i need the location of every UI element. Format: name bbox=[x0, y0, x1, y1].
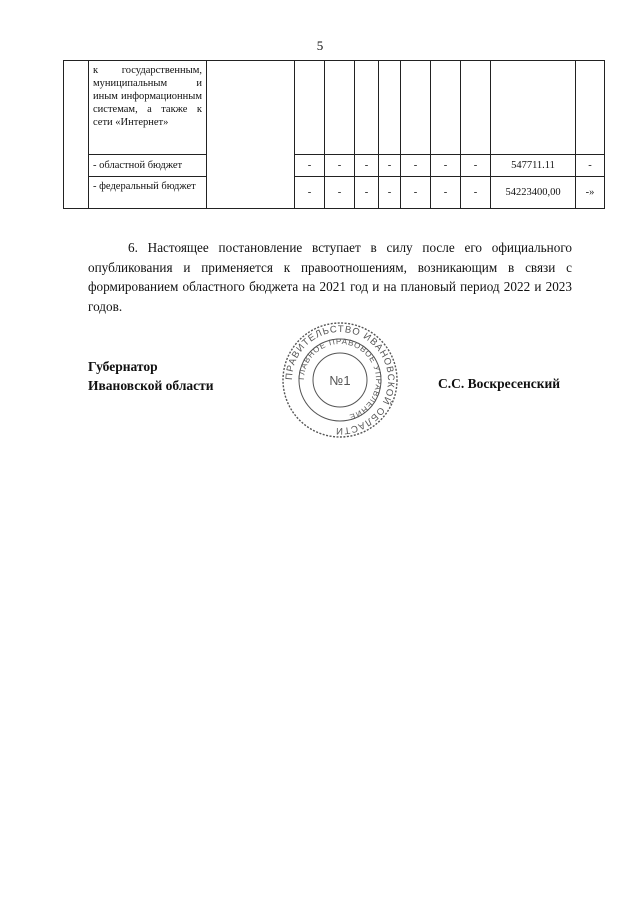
table-cell: - bbox=[325, 155, 355, 177]
table-cell bbox=[325, 61, 355, 155]
seal-number: №1 bbox=[329, 373, 351, 388]
signatory-name: С.С. Воскресенский bbox=[438, 376, 561, 391]
table-cell: 547711.11 bbox=[491, 155, 576, 177]
table-cell: - bbox=[431, 155, 461, 177]
table-cell: - bbox=[379, 177, 401, 209]
table-cell: - bbox=[431, 177, 461, 209]
row-description: к государственным, муниципальным и иным информационным системам, а также к сети «Интернет» bbox=[89, 61, 207, 155]
table-cell bbox=[576, 61, 605, 155]
table-cell: - bbox=[401, 177, 431, 209]
table-cell bbox=[491, 61, 576, 155]
seal-inner-text: ГЛАВНОЕ ПРАВОВОЕ УПРАВЛЕНИЕ bbox=[296, 336, 384, 422]
table-cell bbox=[401, 61, 431, 155]
table-cell: - bbox=[576, 155, 605, 177]
table-row bbox=[64, 177, 605, 209]
table-cell bbox=[379, 61, 401, 155]
row-description: - областной бюджет bbox=[89, 155, 207, 177]
row-description: - федеральный бюджет bbox=[89, 177, 207, 209]
table-cell: - bbox=[379, 155, 401, 177]
table-row bbox=[64, 61, 605, 155]
table-cell: - bbox=[355, 155, 379, 177]
table-cell: - bbox=[461, 177, 491, 209]
official-seal bbox=[280, 320, 400, 440]
table-cell: -» bbox=[576, 177, 605, 209]
signatory-title-line: Губернатор bbox=[88, 359, 158, 374]
signatory-title-line: Ивановской области bbox=[88, 378, 214, 393]
table-cell: - bbox=[461, 155, 491, 177]
table-row bbox=[64, 155, 605, 177]
table-cell bbox=[207, 61, 295, 209]
budget-table bbox=[63, 60, 605, 209]
seal-outer-text: ПРАВИТЕЛЬСТВО ИВАНОВСКОЙ ОБЛАСТИ bbox=[283, 323, 397, 437]
signatory-title bbox=[88, 357, 214, 395]
table-cell: 54223400,00 bbox=[491, 177, 576, 209]
table-cell: - bbox=[325, 177, 355, 209]
table-cell bbox=[64, 61, 89, 209]
table-cell bbox=[461, 61, 491, 155]
table-cell: - bbox=[295, 177, 325, 209]
table-cell: - bbox=[295, 155, 325, 177]
table-cell bbox=[355, 61, 379, 155]
page-number: 5 bbox=[316, 38, 324, 53]
table-cell: - bbox=[355, 177, 379, 209]
body-paragraph: 6. Настоящее постановление вступает в силу после его официального опубликования и применяется к правоотношениям, возникающим в связи с формированием областного бюджета на 2021 год и на плановый период 2022 и 2023 годов. bbox=[88, 240, 572, 314]
table-cell bbox=[431, 61, 461, 155]
table-cell bbox=[295, 61, 325, 155]
table-cell: - bbox=[401, 155, 431, 177]
